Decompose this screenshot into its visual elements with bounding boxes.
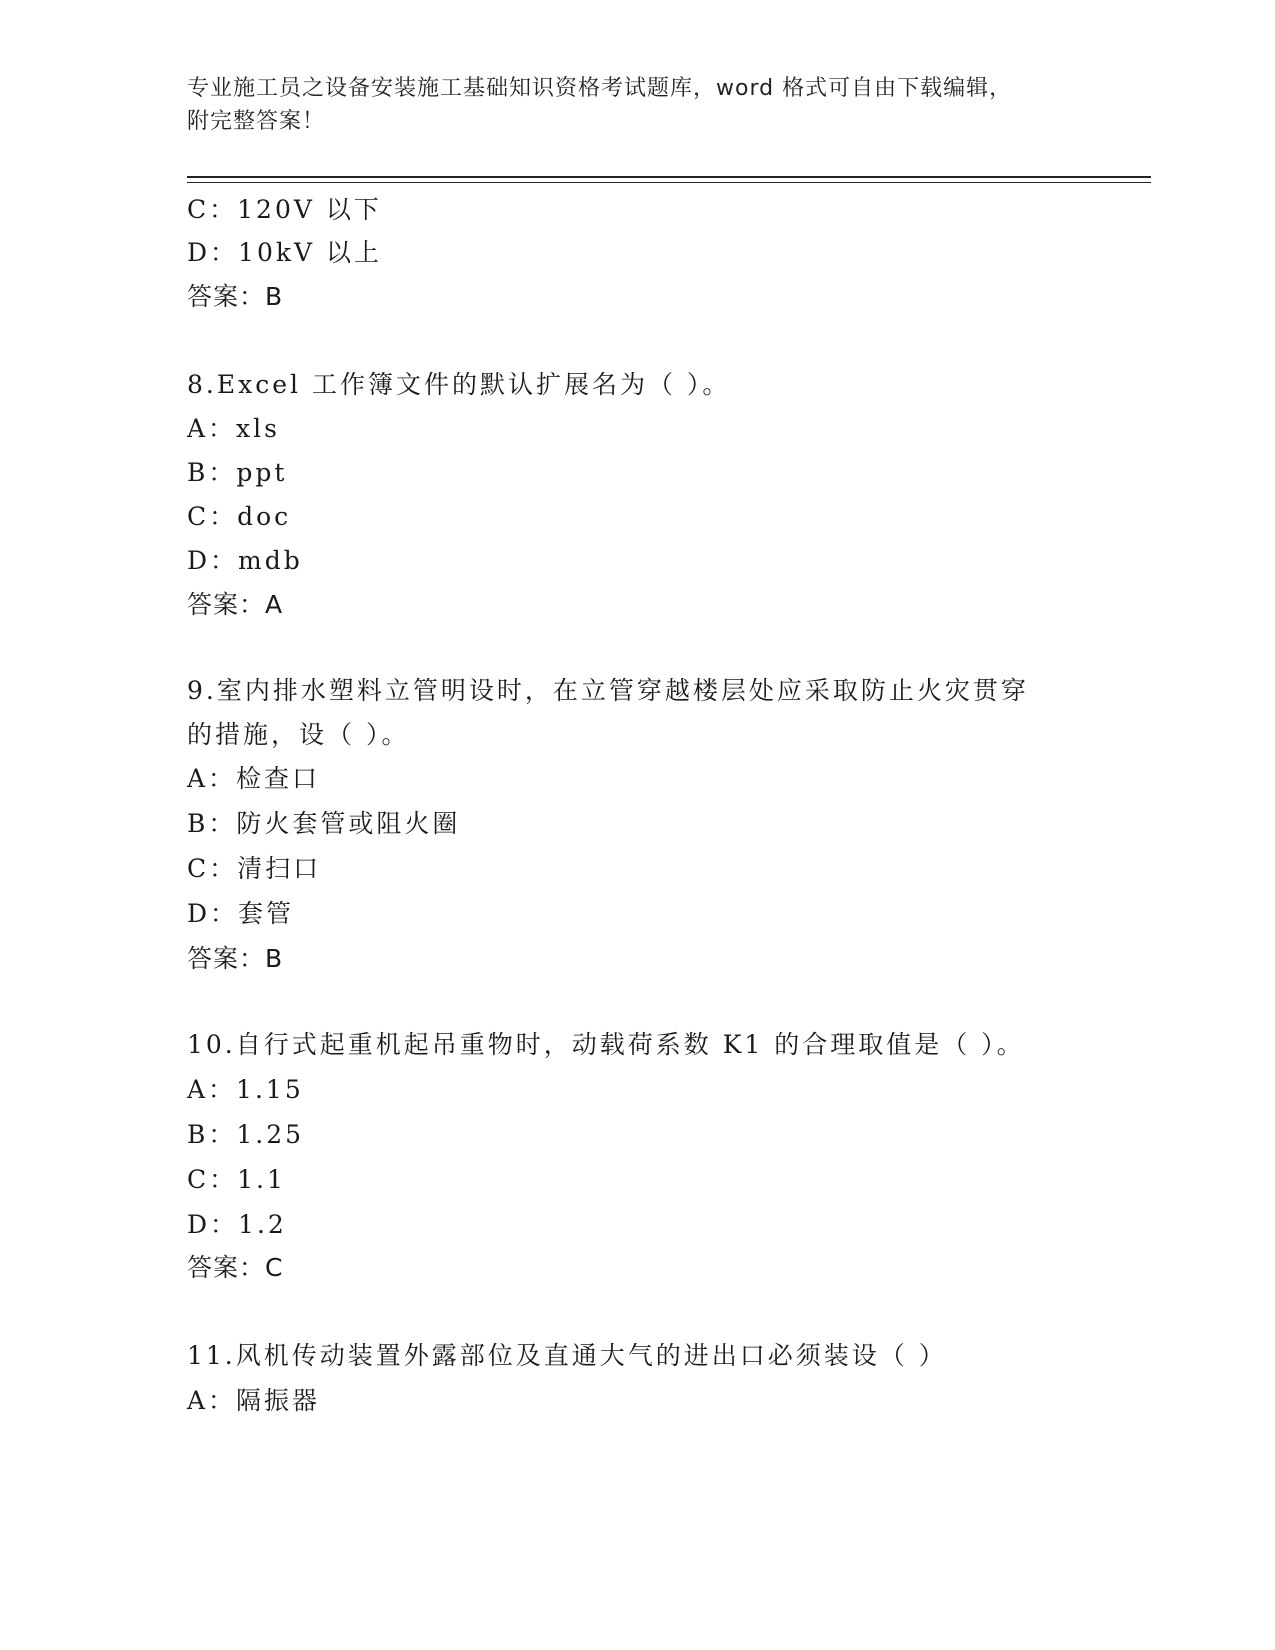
q8-stem: 8.Excel 工作簿文件的默认扩展名为（ ）。	[187, 370, 731, 399]
q11-option-a: A：隔振器	[187, 1386, 321, 1415]
document-header	[187, 72, 1087, 138]
q9-option-b: B：防火套管或阻火圈	[187, 809, 461, 838]
q9-answer: 答案：B	[187, 944, 284, 973]
q8-answer: 答案：A	[187, 590, 284, 619]
header-line-1: 专业施工员之设备安装施工基础知识资格考试题库，word 格式可自由下载编辑，	[187, 76, 1013, 101]
q8-option-b: B：ppt	[187, 458, 288, 487]
q8-option-c: C：doc	[187, 502, 292, 531]
q11-stem: 11.风机传动装置外露部位及直通大气的进出口必须装设（ ）	[187, 1341, 947, 1370]
header-divider-thick	[187, 176, 1151, 178]
q10-option-d: D：1.2	[187, 1210, 287, 1239]
q10-option-b: B：1.25	[187, 1120, 305, 1149]
q10-answer: 答案：C	[187, 1253, 284, 1282]
q8-option-a: A：xls	[187, 414, 280, 443]
q10-option-c: C：1.1	[187, 1165, 286, 1194]
q8-option-d: D：mdb	[187, 546, 303, 575]
q9-stem-line-1: 9.室内排水塑料立管明设时，在立管穿越楼层处应采取防止火灾贯穿	[187, 676, 1029, 705]
header-line-2: 附完整答案！	[187, 109, 326, 134]
q10-option-a: A：1.15	[187, 1075, 304, 1104]
q7-option-d: D：10kV 以上	[187, 238, 383, 267]
header-divider-thin	[187, 182, 1151, 183]
q7-option-c: C：120V 以下	[187, 195, 382, 224]
q7-answer: 答案：B	[187, 282, 284, 311]
q9-option-a: A：检查口	[187, 764, 321, 793]
q9-option-d: D：套管	[187, 899, 295, 928]
q10-stem: 10.自行式起重机起吊重物时，动载荷系数 K1 的合理取值是（ ）。	[187, 1030, 1025, 1059]
q9-option-c: C：清扫口	[187, 854, 322, 883]
q9-stem-line-2: 的措施，设（ ）。	[187, 720, 410, 749]
